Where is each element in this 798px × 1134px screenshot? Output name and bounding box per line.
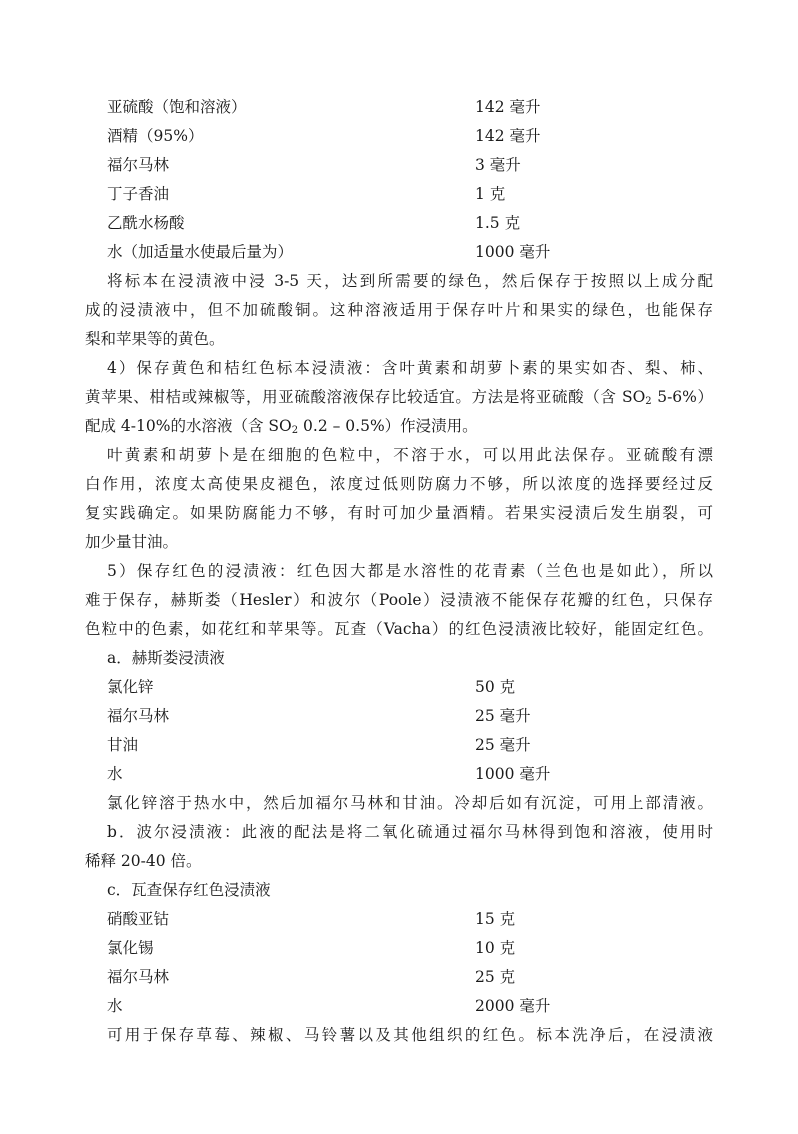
paragraph-text: [85, 383, 713, 411]
paragraph-text: b．波尔浸渍液：此液的配法是将二氧化硫通过福尔马林得到饱和溶液，使用时: [107, 823, 713, 841]
ingredient-qty: 1 克: [475, 185, 506, 203]
text-run: 0.2 – 0.5%）作浸渍用。: [298, 417, 478, 435]
paragraph-line: [0, 412, 798, 440]
ingredient-qty: 25 毫升: [475, 736, 531, 754]
paragraph-line: [0, 470, 798, 498]
ingredient-name: 水: [107, 765, 123, 783]
ingredient-qty: 2000 毫升: [475, 997, 551, 1015]
text-run: 黄苹果、柑桔或辣椒等，用亚硫酸溶液保存比较适宜。方法是将亚硫酸（含 SO: [85, 388, 646, 406]
text-run: 5-6%）: [651, 388, 713, 406]
paragraph-text: 稀释 20-40 倍。: [85, 852, 202, 870]
ingredient-row: [0, 180, 798, 208]
ingredient-qty: 3 毫升: [475, 156, 521, 174]
paragraph-line: [0, 354, 798, 382]
paragraph-line: [0, 325, 798, 353]
paragraph-text: 难于保存，赫斯娄（Hesler）和波尔（Poole）浸渍液不能保存花瓣的红色，只保存: [85, 591, 713, 609]
ingredient-qty: 25 克: [475, 968, 516, 986]
ingredient-qty: 50 克: [475, 678, 516, 696]
paragraph-line: [0, 441, 798, 469]
text-run: 配成 4-10%的水溶液（含 SO: [85, 417, 292, 435]
section-heading: [0, 876, 798, 904]
ingredient-row: [0, 238, 798, 266]
heading-text: c．瓦查保存红色浸渍液: [107, 881, 271, 899]
paragraph-text: 将标本在浸渍液中浸 3-5 天，达到所需要的绿色，然后保存于按照以上成分配: [107, 272, 713, 290]
paragraph-text: 白作用，浓度太高使果皮褪色，浓度过低则防腐力不够，所以浓度的选择要经过反: [85, 475, 713, 493]
paragraph-line: [0, 528, 798, 556]
paragraph-text: [85, 412, 713, 440]
ingredient-name: 福尔马林: [107, 156, 170, 174]
ingredient-qty: 1.5 克: [475, 214, 521, 232]
ingredient-name: 氯化锡: [107, 939, 154, 957]
ingredient-qty: 10 克: [475, 939, 516, 957]
paragraph-line: [0, 1021, 798, 1049]
paragraph-line: [0, 557, 798, 585]
ingredient-qty: 142 毫升: [475, 127, 541, 145]
paragraph-line: [0, 818, 798, 846]
ingredient-row: [0, 122, 798, 150]
ingredient-name: 氯化锌: [107, 678, 154, 696]
paragraph-text: 4）保存黄色和桔红色标本浸渍液：含叶黄素和胡萝卜素的果实如杏、梨、柿、: [107, 359, 713, 377]
paragraph-line: [0, 789, 798, 817]
paragraph-line: [0, 296, 798, 324]
paragraph-text: 叶黄素和胡萝卜是在细胞的色粒中，不溶于水，可以用此法保存。亚硫酸有漂: [107, 446, 713, 464]
paragraph-text: 氯化锌溶于热水中，然后加福尔马林和甘油。冷却后如有沉淀，可用上部清液。: [107, 794, 713, 812]
ingredient-qty: 25 毫升: [475, 707, 531, 725]
paragraph-line: [0, 499, 798, 527]
ingredient-name: 亚硫酸（饱和溶液）: [107, 98, 247, 116]
paragraph-line: [0, 383, 798, 411]
paragraph-text: 色粒中的色素，如花红和苹果等。瓦查（Vacha）的红色浸渍液比较好，能固定红色。: [85, 620, 713, 638]
paragraph-text: 复实践确定。如果防腐能力不够，有时可加少量酒精。若果实浸渍后发生崩裂，可: [85, 504, 713, 522]
ingredient-name: 水: [107, 997, 123, 1015]
ingredient-name: 福尔马林: [107, 968, 170, 986]
ingredient-row: [0, 934, 798, 962]
ingredient-name: 丁子香油: [107, 185, 170, 203]
ingredient-row: [0, 93, 798, 121]
paragraph-text: 加少量甘油。: [85, 533, 179, 551]
ingredient-name: 酒精（95%）: [107, 127, 204, 145]
ingredient-row: [0, 151, 798, 179]
paragraph-line: [0, 615, 798, 643]
paragraph-text: 梨和苹果等的黄色。: [85, 330, 225, 348]
heading-text: a．赫斯娄浸渍液: [107, 649, 225, 667]
ingredient-qty: 142 毫升: [475, 98, 541, 116]
ingredient-row: [0, 963, 798, 991]
paragraph-text: 成的浸渍液中，但不加硫酸铜。这种溶液适用于保存叶片和果实的绿色，也能保存: [85, 301, 713, 319]
ingredient-row: [0, 905, 798, 933]
ingredient-qty: 15 克: [475, 910, 516, 928]
ingredient-name: 硝酸亚钴: [107, 910, 170, 928]
ingredient-row: [0, 992, 798, 1020]
ingredient-row: [0, 731, 798, 759]
ingredient-name: 水（加适量水使最后量为）: [107, 243, 294, 261]
ingredient-qty: 1000 毫升: [475, 765, 551, 783]
subscript: 2: [291, 425, 299, 436]
section-heading: [0, 644, 798, 672]
paragraph-line: [0, 847, 798, 875]
subscript: 2: [645, 396, 652, 407]
ingredient-row: [0, 702, 798, 730]
paragraph-text: 可用于保存草莓、辣椒、马铃薯以及其他组织的红色。标本洗净后，在浸渍液: [107, 1026, 713, 1044]
paragraph-line: [0, 586, 798, 614]
ingredient-row: [0, 673, 798, 701]
ingredient-row: [0, 760, 798, 788]
ingredient-row: [0, 209, 798, 237]
paragraph-line: [0, 267, 798, 295]
ingredient-name: 福尔马林: [107, 707, 170, 725]
ingredient-name: 甘油: [107, 736, 139, 754]
paragraph-text: 5）保存红色的浸渍液：红色因大都是水溶性的花青素（兰色也是如此），所以: [107, 562, 713, 580]
ingredient-qty: 1000 毫升: [475, 243, 551, 261]
ingredient-name: 乙酰水杨酸: [107, 214, 185, 232]
